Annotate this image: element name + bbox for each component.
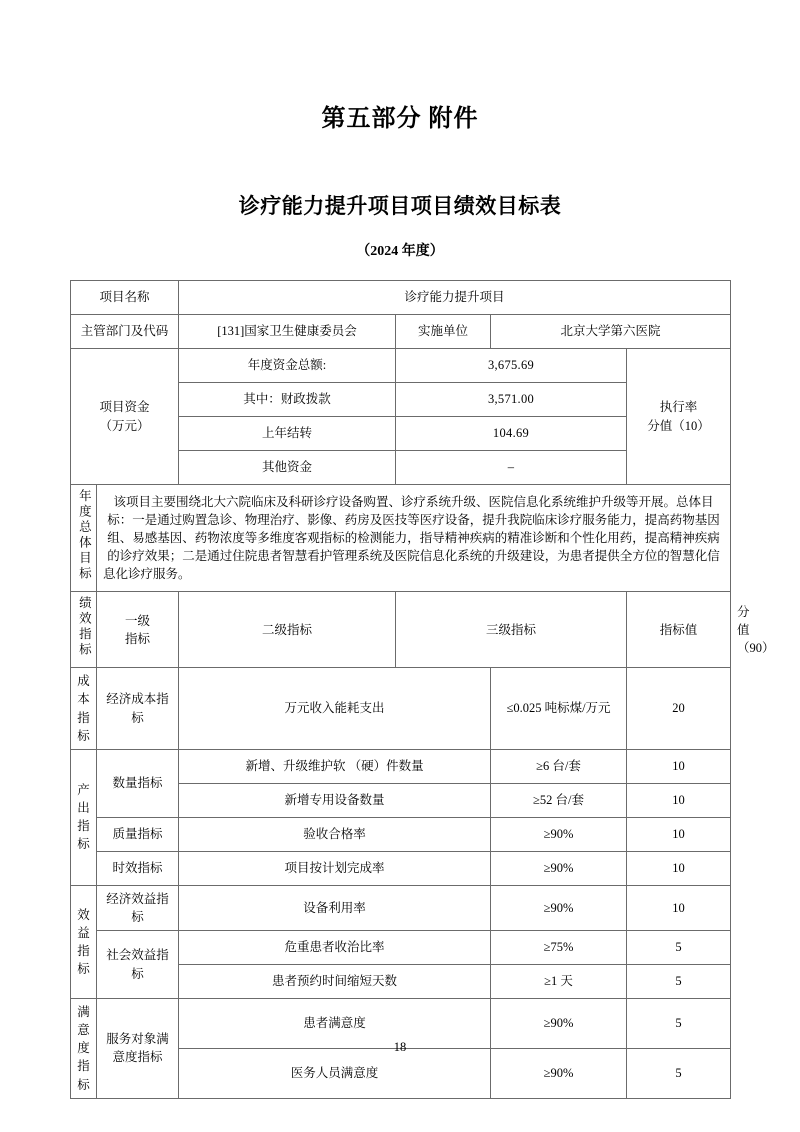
table-row-project-name bbox=[71, 281, 731, 315]
header-level1-line1: 一级 bbox=[125, 613, 151, 628]
indicator-level3: 新增专用设备数量 bbox=[179, 783, 491, 817]
header-level1 bbox=[97, 592, 179, 668]
indicator-score: 10 bbox=[627, 851, 731, 885]
indicator-level3: 危重患者收治比率 bbox=[179, 931, 491, 965]
indicator-score: 10 bbox=[627, 817, 731, 851]
header-level3: 三级指标 bbox=[396, 592, 627, 668]
execution-rate-label bbox=[627, 349, 731, 485]
indicator-level2-1-1: 质量指标 bbox=[97, 817, 179, 851]
annual-goal-text bbox=[97, 485, 731, 592]
table-row bbox=[71, 885, 731, 930]
basic-info-table bbox=[70, 280, 775, 1099]
indicator-level2-1-2: 时效指标 bbox=[97, 851, 179, 885]
table-row bbox=[71, 749, 731, 783]
performance-vertical-label bbox=[71, 592, 97, 668]
indicator-score: 5 bbox=[627, 931, 731, 965]
indicator-value: ≥90% bbox=[491, 851, 627, 885]
indicator-level1-1: 产出指标 bbox=[71, 749, 97, 885]
indicator-value: ≥6 台/套 bbox=[491, 749, 627, 783]
funding-row-name-2: 上年结转 bbox=[179, 417, 396, 451]
table-row-department bbox=[71, 315, 731, 349]
indicator-level3: 新增、升级维护软 （硬）件数量 bbox=[179, 749, 491, 783]
execution-rate-line1: 执行率 bbox=[659, 400, 698, 415]
funding-label-line1: 项目资金 bbox=[99, 400, 150, 415]
header-score-line1: 分值 bbox=[737, 604, 750, 637]
table-row bbox=[71, 851, 731, 885]
indicator-level2-0-0: 经济成本指标 bbox=[97, 668, 179, 750]
funding-row-value-0: 3,675.69 bbox=[396, 349, 627, 383]
indicator-score: 5 bbox=[627, 999, 731, 1049]
indicator-score: 10 bbox=[627, 749, 731, 783]
project-name-label: 项目名称 bbox=[71, 281, 179, 315]
indicator-value: ≥90% bbox=[491, 999, 627, 1049]
funding-row-name-0: 年度资金总额: bbox=[179, 349, 396, 383]
header-level2: 二级指标 bbox=[179, 592, 396, 668]
table-row-indicator-header bbox=[71, 592, 731, 668]
annual-goal-vertical-label bbox=[71, 485, 97, 592]
table-row bbox=[71, 668, 731, 750]
indicator-score: 10 bbox=[627, 885, 731, 930]
indicator-level2-3-0: 服务对象满意度指标 bbox=[97, 999, 179, 1099]
funding-label bbox=[71, 349, 179, 485]
header-score-line2: （90） bbox=[737, 640, 775, 655]
department-value: [131]国家卫生健康委员会 bbox=[179, 315, 396, 349]
execution-rate-line2: 分值（10） bbox=[647, 418, 710, 433]
indicator-level3: 患者预约时间缩短天数 bbox=[179, 965, 491, 999]
funding-row-name-3: 其他资金 bbox=[179, 451, 396, 485]
project-name-value: 诊疗能力提升项目 bbox=[179, 281, 731, 315]
unit-label: 实施单位 bbox=[396, 315, 491, 349]
unit-value: 北京大学第六医院 bbox=[491, 315, 731, 349]
indicator-level3: 万元收入能耗支出 bbox=[179, 668, 491, 750]
indicator-value: ≥90% bbox=[491, 817, 627, 851]
indicator-level1-3: 满意度指标 bbox=[71, 999, 97, 1099]
indicator-value: ≥1 天 bbox=[491, 965, 627, 999]
indicator-score: 5 bbox=[627, 1048, 731, 1098]
indicator-level1-0: 成本指标 bbox=[71, 668, 97, 750]
header-value-text: 指标值 bbox=[659, 622, 698, 637]
indicator-level1-2: 效益指标 bbox=[71, 885, 97, 998]
indicator-level2-1-0: 数量指标 bbox=[97, 749, 179, 817]
table-row-funding-total bbox=[71, 349, 731, 383]
indicator-level3: 设备利用率 bbox=[179, 885, 491, 930]
indicator-rows-body bbox=[71, 668, 731, 1098]
indicator-value: ≥90% bbox=[491, 885, 627, 930]
funding-row-value-2: 104.69 bbox=[396, 417, 627, 451]
funding-row-value-1: 3,571.00 bbox=[396, 383, 627, 417]
page-title: 诊疗能力提升项目项目绩效目标表 bbox=[238, 194, 562, 218]
table-row bbox=[71, 931, 731, 965]
funding-label-line2: （万元） bbox=[99, 418, 150, 433]
table-row bbox=[71, 817, 731, 851]
indicator-score: 5 bbox=[627, 965, 731, 999]
part-title: 第五部分 附件 bbox=[321, 106, 479, 132]
indicator-value: ≤0.025 吨标煤/万元 bbox=[491, 668, 627, 750]
indicator-level3: 验收合格率 bbox=[179, 817, 491, 851]
indicator-value: ≥90% bbox=[491, 1048, 627, 1098]
performance-label-text: 绩效指标 bbox=[77, 596, 92, 659]
indicator-value: ≥52 台/套 bbox=[491, 783, 627, 817]
department-label: 主管部门及代码 bbox=[71, 315, 179, 349]
doc-subtitle: （2024 年度） bbox=[356, 244, 444, 259]
indicator-level2-2-0: 经济效益指标 bbox=[97, 885, 179, 930]
funding-row-value-3: – bbox=[396, 451, 627, 485]
funding-row-name-1: 其中：财政拨款 bbox=[179, 383, 396, 417]
indicator-level2-2-1: 社会效益指标 bbox=[97, 931, 179, 999]
annual-goal-label-text: 年度总体目标 bbox=[77, 489, 92, 582]
indicator-level3: 项目按计划完成率 bbox=[179, 851, 491, 885]
indicator-score: 20 bbox=[627, 668, 731, 750]
performance-target-table-wrap bbox=[0, 260, 800, 1099]
indicator-score: 10 bbox=[627, 783, 731, 817]
page-number: 18 bbox=[393, 1040, 407, 1054]
annual-goal-paragraph: 该项目主要围绕北大六院临床及科研诊疗设备购置、诊疗系统升级、医院信息化系统维护升级等开展。总体目标：一是通过购置急诊、物理治疗、影像、药房及医技等医疗设备，提升我院临床诊疗服务能力，提高药物基因组、易感基因、药物浓度等多维度客观指标的检测能力，指导精神疾病的精准诊断和个性化用药，提高精神疾病的诊疗效果；二是通过住院患者智慧看护管理系统及医院信息化系统的升级建设，为患者提供全方位的智慧化信息化诊疗服务。 bbox=[103, 494, 720, 582]
indicator-level3: 医务人员满意度 bbox=[179, 1048, 491, 1098]
indicator-value: ≥75% bbox=[491, 931, 627, 965]
header-level1-line2: 指标 bbox=[125, 631, 151, 646]
table-row-annual-goal bbox=[71, 485, 731, 592]
indicator-level3: 患者满意度 bbox=[179, 999, 491, 1049]
header-value bbox=[627, 592, 731, 668]
